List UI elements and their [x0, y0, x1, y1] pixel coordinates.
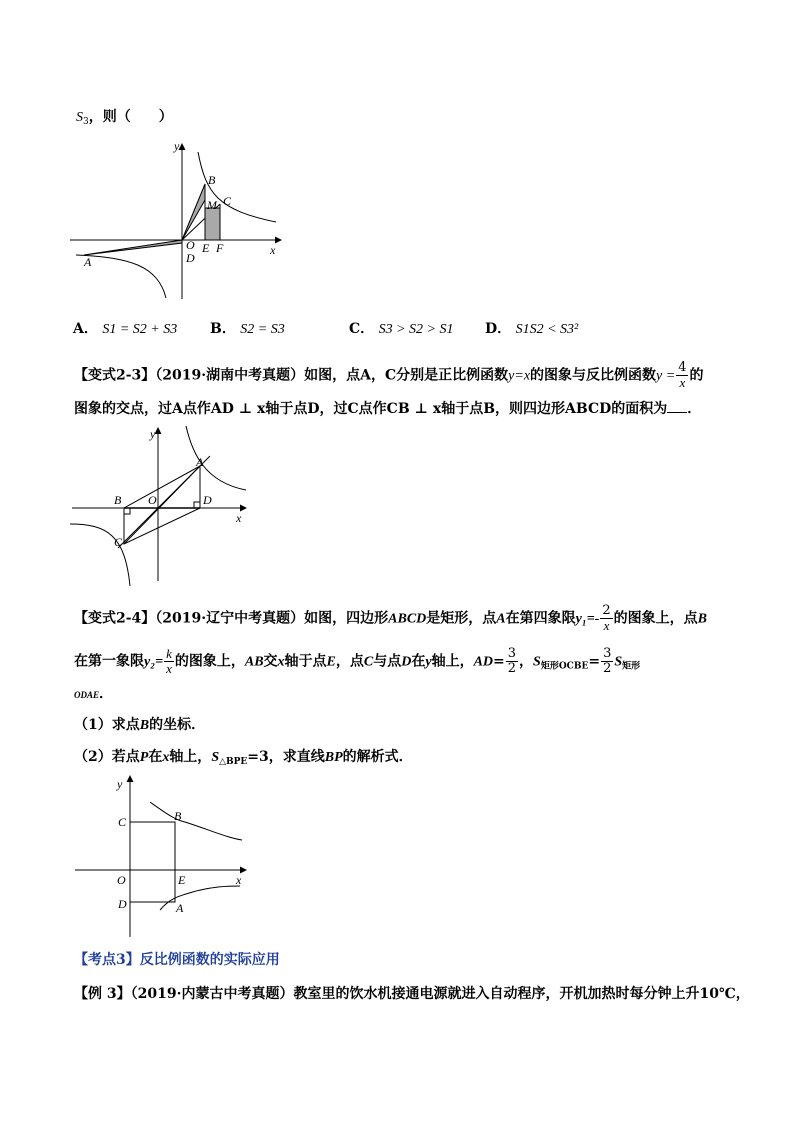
v24-sub2: （2）若点P在x轴上，$S_{\triangle BPE}=3$，求直线BP的解析式． — [74, 749, 413, 767]
fig1-label-o: O — [186, 238, 195, 252]
figure-1 — [70, 136, 290, 306]
fig2-label-x: x — [236, 511, 242, 525]
v24-sub1: （1）求点B的坐标． — [74, 717, 206, 733]
option-a-expr: S1 = S2 + S3 — [102, 322, 178, 337]
v24-line2: 在第一象限y₂= $\frac{k}{x}$ 的图象上，AB交x轴于点E，点C与点D在y轴上，AD= $\frac{3}{2}$ ，$S_{矩形OCBE}=$ $\frac{3}{2}$ $S_{矩形}$ — [74, 646, 641, 676]
v24-tag: 【变式2-4】 — [74, 610, 156, 627]
v23-source: （2019·湖南中考真题） — [155, 367, 305, 384]
s3-symbol: S — [76, 110, 83, 125]
fig1-label-y: y — [174, 139, 180, 153]
v23-tag: 【变式2-3】 — [74, 367, 156, 384]
kaodian-3-heading — [74, 951, 280, 969]
v24-frac-ratio: $\frac{3}{2}$ — [603, 646, 612, 676]
fig1-label-b: B — [208, 173, 216, 187]
option-b-expr: S2 = S3 — [240, 322, 285, 337]
figure-3 — [70, 772, 270, 942]
fig3-label-e: E — [178, 873, 186, 887]
v24-line1: 【变式2-4】（2019·辽宁中考真题）如图，四边形ABCD是矩形，点A在第四象限y₁=- $\frac{2}{x}$ 的图象上，点B — [74, 603, 707, 633]
v24-frac-2-x: $\frac{2}{x}$ — [602, 603, 611, 633]
v24-frac-ad: $\frac{3}{2}$ — [507, 646, 517, 676]
q1-tail: ，则（ ） — [88, 109, 173, 125]
example-3-text: 教室里的饮水机接通电源就进入自动程序，开机加热时每分钟上升10℃， — [293, 986, 750, 1002]
fig2-label-b: B — [114, 493, 122, 507]
v24-line3: ODAE． — [74, 686, 114, 702]
fig1-label-f: F — [216, 241, 224, 255]
q1-lead-line: $S_3$，则（ ） — [76, 109, 173, 127]
fig3-label-b: B — [174, 809, 182, 823]
answer-blank — [667, 400, 687, 413]
example-3-tag: 【例 3】 — [74, 986, 131, 1002]
fig2-label-c: C — [114, 535, 123, 549]
fig3-label-x: x — [236, 873, 242, 887]
v24-source: （2019·辽宁中考真题） — [155, 610, 305, 627]
v24-frac-k-x: $\frac{k}{x}$ — [166, 646, 172, 676]
v23-func1: y=x — [508, 368, 531, 384]
fig1-label-a: A — [84, 255, 92, 269]
fig2-label-a: A — [196, 455, 204, 469]
v23-line1: 【变式2-3】（2019·湖南中考真题）如图，点A，C分别是正比例函数y=x的图象与反比例函数y = $\frac{4}{x}$ 的 — [74, 360, 704, 390]
v23-line2: 图象的交点，过A点作AD ⊥ x轴于点D，过C点作CB ⊥ x轴于点B，则四边形ABCD的面积为 ． — [74, 401, 702, 417]
example-3-source: （2019·内蒙古中考真题） — [130, 986, 294, 1002]
fig1-label-c: C — [223, 194, 232, 208]
fig3-label-a: A — [176, 901, 184, 915]
fig1-label-d: D — [186, 251, 195, 265]
kaodian-3-tag: 【考点3】 — [74, 952, 140, 968]
option-d-expr: S1S2 < S3² — [515, 322, 579, 337]
q1-option-d: D． S1S2 < S3² — [485, 321, 579, 337]
fig2-label-d: D — [203, 493, 212, 507]
fig2-label-o: O — [148, 493, 157, 507]
q1-option-c: C． S3 > S2 > S1 — [349, 321, 454, 337]
fig3-label-o: O — [117, 873, 126, 887]
example-3-line — [74, 985, 750, 1003]
fig3-label-c: C — [118, 815, 127, 829]
kaodian-3-title: 反比例函数的实际应用 — [139, 952, 280, 968]
q1-option-a: A． S1 = S2 + S3 — [73, 321, 178, 337]
fig3-label-d: D — [118, 897, 127, 911]
fig1-label-x: x — [270, 243, 276, 257]
v23-frac-4-x: $\frac{4}{x}$ — [678, 360, 687, 390]
fig1-label-m: M — [207, 198, 217, 212]
option-c-expr: S3 > S2 > S1 — [378, 322, 454, 337]
figure-2 — [70, 426, 260, 586]
fig1-label-e: E — [202, 241, 210, 255]
fig2-label-y: y — [150, 427, 156, 441]
fig3-label-y: y — [117, 777, 123, 791]
q1-option-b: B． S2 = S3 — [210, 321, 285, 337]
